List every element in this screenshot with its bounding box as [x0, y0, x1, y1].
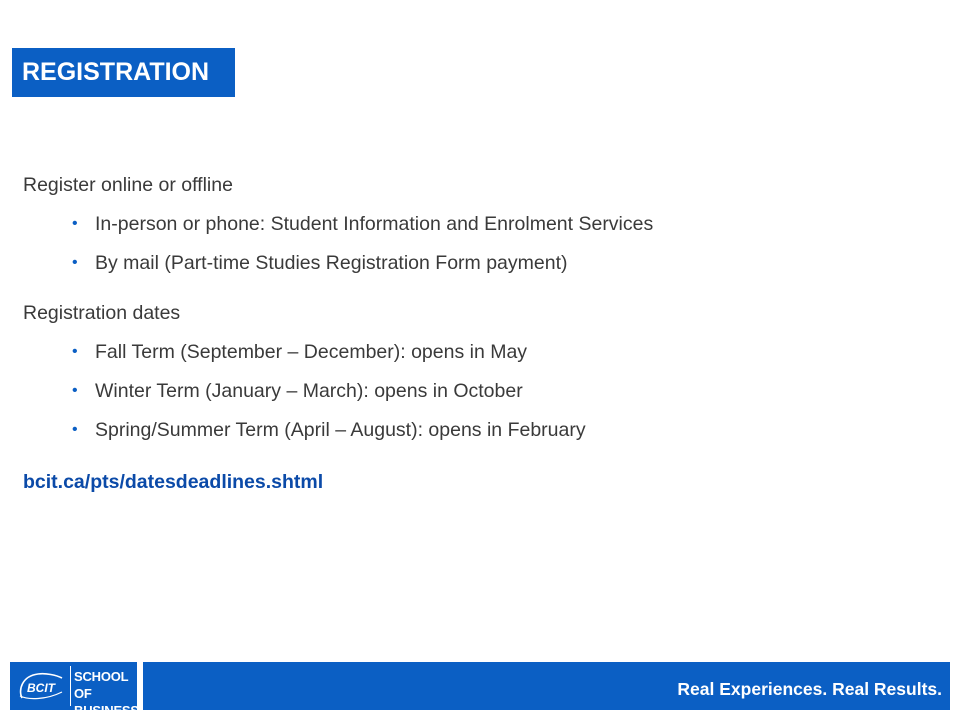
- list-item-text: Fall Term (September – December): opens in May: [95, 341, 528, 363]
- logo-divider: [70, 666, 71, 706]
- bullet-list: [23, 339, 923, 443]
- bullet-list: [23, 211, 923, 276]
- bullet-icon: •: [72, 254, 78, 271]
- section-heading: Register online or offline: [23, 174, 233, 196]
- list-item-text: Winter Term (January – March): opens in October: [95, 380, 523, 402]
- slide-title-text: REGISTRATION: [22, 58, 210, 86]
- deadlines-link[interactable]: bcit.ca/pts/datesdeadlines.shtml: [23, 471, 324, 493]
- bcit-logo-text: BCIT: [27, 681, 55, 695]
- logo-line-1: SCHOOL OF: [74, 669, 129, 701]
- bullet-icon: •: [72, 343, 78, 360]
- bcit-logo-icon: [16, 670, 66, 702]
- list-item: [23, 211, 923, 237]
- bullet-icon: •: [72, 421, 78, 438]
- logo-line-2: BUSINESS: [74, 703, 139, 718]
- list-item: [23, 417, 923, 443]
- logo-text: [74, 668, 139, 719]
- section-dates: [23, 300, 923, 443]
- list-item: [23, 339, 923, 365]
- bcit-school-of-business-logo: [10, 662, 139, 718]
- list-item-text: Spring/Summer Term (April – August): opens in February: [95, 419, 586, 441]
- list-item: [23, 378, 923, 404]
- slide-title: [12, 48, 235, 97]
- list-item-text: By mail (Part-time Studies Registration Form payment): [95, 252, 568, 274]
- bullet-icon: •: [72, 382, 78, 399]
- footer-bar: [143, 662, 950, 710]
- section-register: [23, 172, 923, 276]
- bullet-icon: •: [72, 215, 78, 232]
- section-heading: Registration dates: [23, 302, 181, 324]
- list-item: [23, 250, 923, 276]
- tagline: Real Experiences. Real Results.: [677, 679, 942, 699]
- list-item-text: In-person or phone: Student Information and Enrolment Services: [95, 213, 654, 235]
